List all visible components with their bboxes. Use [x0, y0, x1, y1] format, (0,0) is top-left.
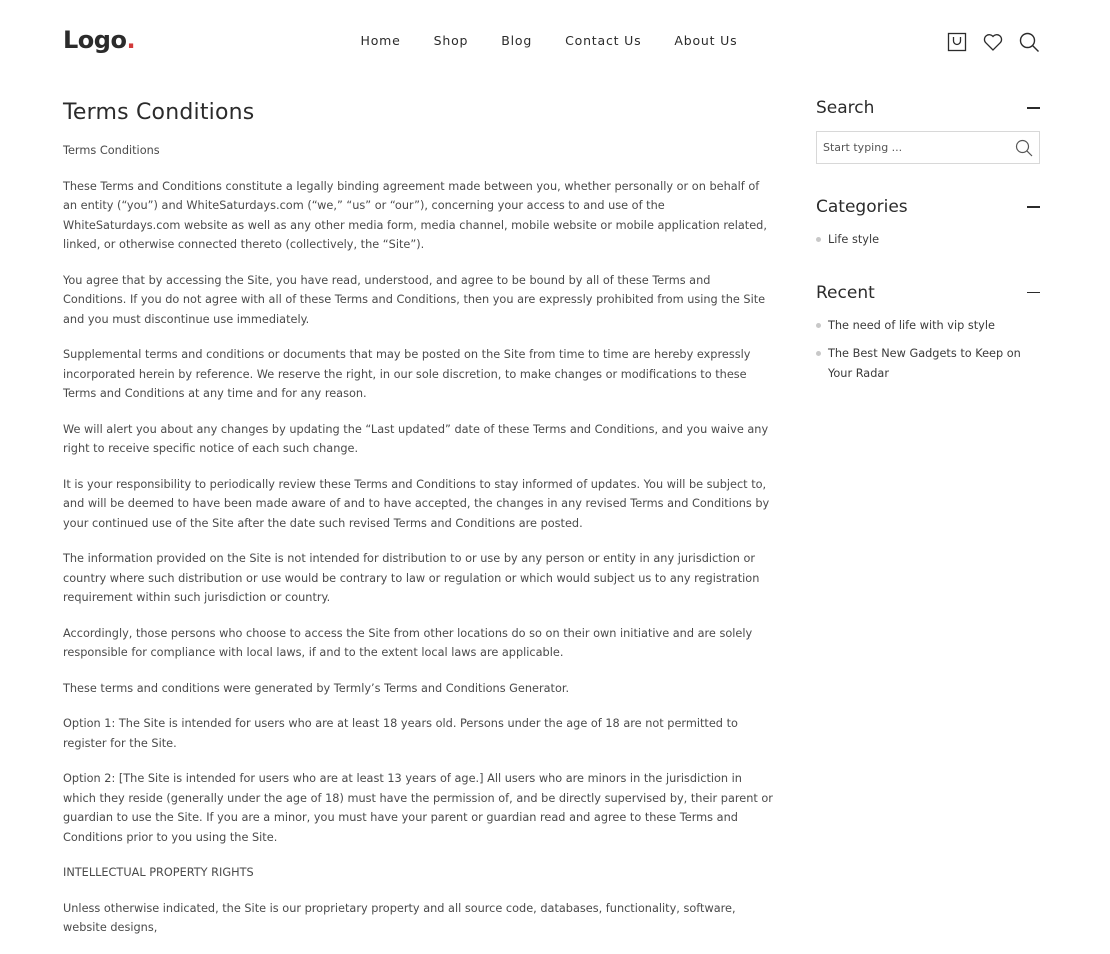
paragraph: We will alert you about any changes by updating the “Last updated” date of these Terms and Conditions, and you waive any right to receive specific notice of each such change.	[63, 422, 769, 455]
nav-shop[interactable]: Shop	[433, 33, 469, 48]
recent-post-item[interactable]	[816, 344, 1040, 383]
bullet-icon	[816, 323, 821, 328]
search-widget-header[interactable]	[816, 97, 1040, 119]
search-submit-icon[interactable]	[1015, 139, 1033, 157]
site-logo[interactable]	[63, 26, 135, 54]
nav-about-us[interactable]: About Us	[674, 33, 738, 48]
paragraph: The information provided on the Site is not intended for distribution to or use by any person or entity in any jurisdiction or country where such distribution or use would be contrary to law or regulation or which would subject us to any registration requirement within such jurisdiction or country.	[63, 552, 760, 604]
recent-widget	[816, 282, 1040, 384]
main-content	[63, 100, 775, 954]
header-icons	[932, 31, 1040, 53]
paragraph: Unless otherwise indicated, the Site is our proprietary property and all source code, databases, functionality, software, website designs,	[63, 901, 736, 934]
paragraph: You agree that by accessing the Site, you have read, understood, and agree to be bound by all of these Terms and Conditions. If you do not agree with all of these Terms and Conditions, then you are expressly prohibited from using the Site and you must discontinue use immediately.	[63, 273, 766, 326]
categories-widget	[816, 196, 1040, 250]
recent-widget-header[interactable]	[816, 282, 1040, 304]
search-icon[interactable]	[1018, 31, 1040, 53]
recent-widget-title: Recent	[816, 282, 875, 303]
sidebar	[816, 97, 1040, 415]
nav-home[interactable]: Home	[360, 33, 401, 48]
logo-text: Logo	[63, 26, 127, 54]
search-box	[816, 131, 1040, 164]
category-label: Life style	[828, 233, 880, 246]
recent-post-item[interactable]	[816, 316, 1040, 336]
heart-icon[interactable]	[982, 31, 1004, 53]
shopping-bag-icon[interactable]	[946, 31, 968, 53]
paragraph: It is your responsibility to periodically review these Terms and Conditions to stay informed of updates. You will be subject to, and will be deemed to have been made aware of and to have accepted, the changes in any revised Terms and Conditions by your continued use of the Site after the date such revised Terms and Conditions are posted.	[63, 477, 770, 530]
site-header	[0, 0, 1110, 84]
nav-contact-us[interactable]: Contact Us	[565, 33, 642, 48]
collapse-icon[interactable]	[1027, 292, 1040, 294]
nav-blog[interactable]: Blog	[501, 33, 533, 48]
categories-widget-header[interactable]	[816, 196, 1040, 218]
paragraph: Terms Conditions	[63, 144, 160, 157]
paragraph: These terms and conditions were generated by Termly’s Terms and Conditions Generator.	[63, 681, 570, 695]
recent-list	[816, 316, 1040, 384]
search-widget-title: Search	[816, 98, 875, 118]
paragraph: Option 1: The Site is intended for users who are at least 18 years old. Persons under the age of 18 are not permitted to register for the Site.	[63, 717, 738, 750]
collapse-icon[interactable]	[1027, 107, 1040, 109]
paragraph: Supplemental terms and conditions or documents that may be posted on the Site from time to time are hereby expressly incorporated herein by reference. We reserve the right, in our sole discretion, to make changes or modifications to these Terms and Conditions at any time and for any reason.	[63, 348, 751, 400]
collapse-icon[interactable]	[1027, 206, 1040, 208]
search-widget	[816, 97, 1040, 164]
page-title: Terms Conditions	[63, 100, 255, 125]
bullet-icon	[816, 351, 821, 356]
category-item-life-style[interactable]	[816, 230, 1040, 250]
paragraph: Option 2: [The Site is intended for users who are at least 13 years of age.] All users who are minors in the jurisdiction in which they reside (generally under the age of 18) must have the permission of, and be directly supervised by, their parent or guardian to use the Site. If you are a minor, you must have your parent or guardian read and agree to these Terms and Conditions prior to you using the Site.	[63, 772, 773, 844]
categories-list	[816, 230, 1040, 250]
recent-post-title: The need of life with vip style	[828, 318, 995, 332]
logo-dot: .	[126, 26, 136, 54]
bullet-icon	[816, 237, 821, 242]
paragraph: These Terms and Conditions constitute a legally binding agreement made between you, whether personally or on behalf of an entity (“you”) and WhiteSaturdays.com (“we,” “us” or “our”), concerning your access to and use of the WhiteSaturdays.com website as well as any other media form, media channel, mobile website or mobile application related, linked, or otherwise connected thereto (collectively, the “Site”).	[63, 179, 767, 251]
paragraph: Accordingly, those persons who choose to access the Site from other locations do so on their own initiative and are solely responsible for compliance with local laws, if and to the extent local laws are applicable.	[63, 626, 753, 659]
section-heading: INTELLECTUAL PROPERTY RIGHTS	[63, 866, 254, 879]
search-input[interactable]	[817, 132, 1007, 163]
categories-widget-title: Categories	[816, 197, 908, 217]
main-nav	[344, 33, 754, 48]
recent-post-title: The Best New Gadgets to Keep on Your Radar	[828, 347, 1021, 380]
